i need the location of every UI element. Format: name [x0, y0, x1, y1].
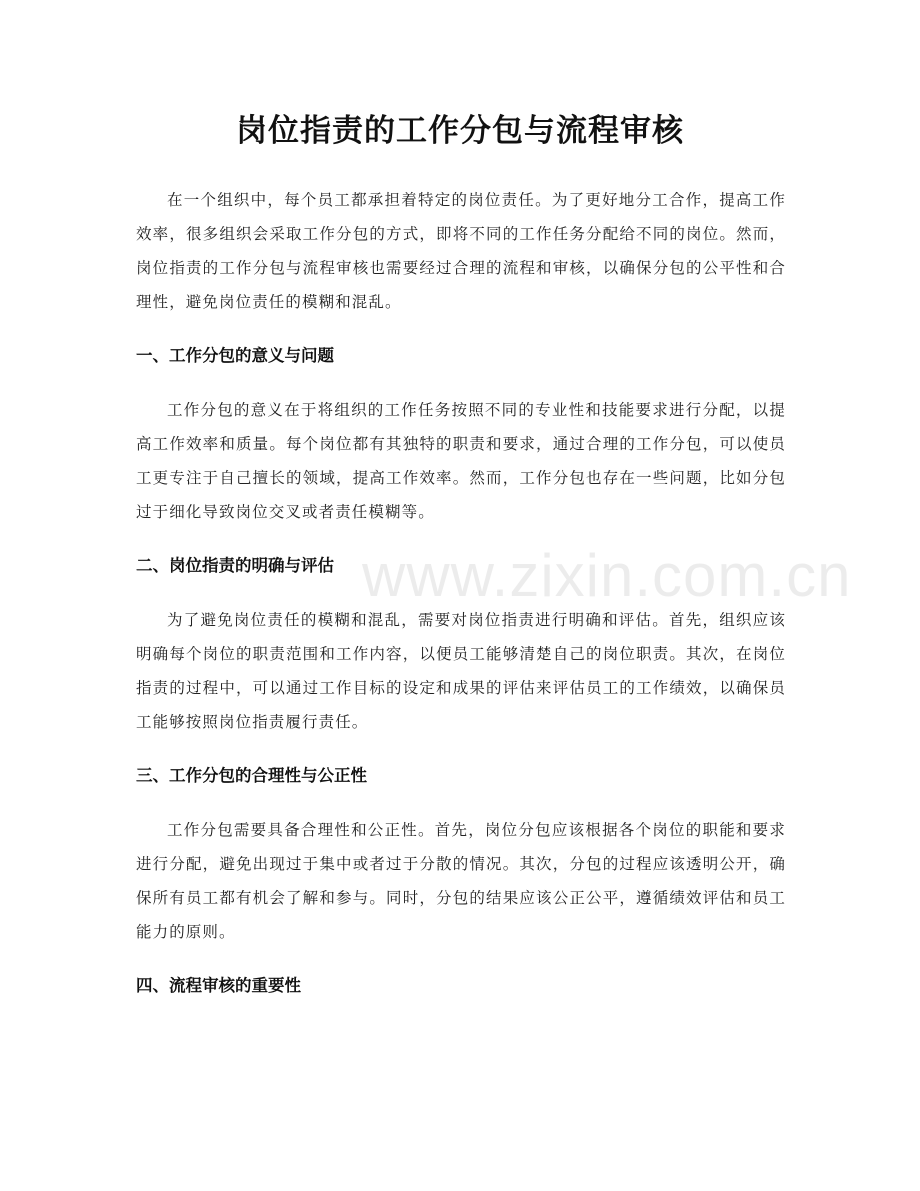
section-heading: 四、流程审核的重要性 — [136, 976, 301, 995]
section-paragraph: 为了避免岗位责任的模糊和混乱，需要对岗位指责进行明确和评估。首先，组织应该明确每个岗位的职责范围和工作内容，以便员工能够清楚自己的岗位职责。其次，在岗位指责的过程中，可以通过工作目标的设定和成果的评估来评估员工的工作绩效，以确保员工能够按照岗位指责履行责任。 — [136, 611, 786, 731]
section-heading: 三、工作分包的合理性与公正性 — [136, 766, 367, 785]
document-title: 岗位指责的工作分包与流程审核 — [236, 113, 684, 149]
intro-paragraph: 在一个组织中，每个员工都承担着特定的岗位责任。为了更好地分工合作，提高工作效率，很多组织会采取工作分包的方式，即将不同的工作任务分配给不同的岗位。然而，岗位指责的工作分包与流程审核也需要经过合理的流程和审核，以确保分包的公平性和合理性，避免岗位责任的模糊和混乱。 — [136, 191, 786, 311]
section-heading: 一、工作分包的意义与问题 — [136, 346, 334, 365]
section-3 — [136, 759, 786, 969]
section-heading: 二、岗位指责的明确与评估 — [136, 556, 334, 575]
section-paragraph: 工作分包的意义在于将组织的工作任务按照不同的专业性和技能要求进行分配，以提高工作效率和质量。每个岗位都有其独特的职责和要求，通过合理的工作分包，可以使员工更专注于自己擅长的领域，提高工作效率。然而，工作分包也存在一些问题，比如分包过于细化导致岗位交叉或者责任模糊等。 — [136, 401, 786, 521]
section-paragraph: 工作分包需要具备合理性和公正性。首先，岗位分包应该根据各个岗位的职能和要求进行分配，避免出现过于集中或者过于分散的情况。其次，分包的过程应该透明公开，确保所有员工都有机会了解和参与。同时，分包的结果应该公正公平，遵循绩效评估和员工能力的原则。 — [136, 821, 786, 941]
section-4 — [136, 969, 786, 1003]
section-1 — [136, 339, 786, 549]
watermark: www.zixin.com.cn — [362, 542, 852, 609]
